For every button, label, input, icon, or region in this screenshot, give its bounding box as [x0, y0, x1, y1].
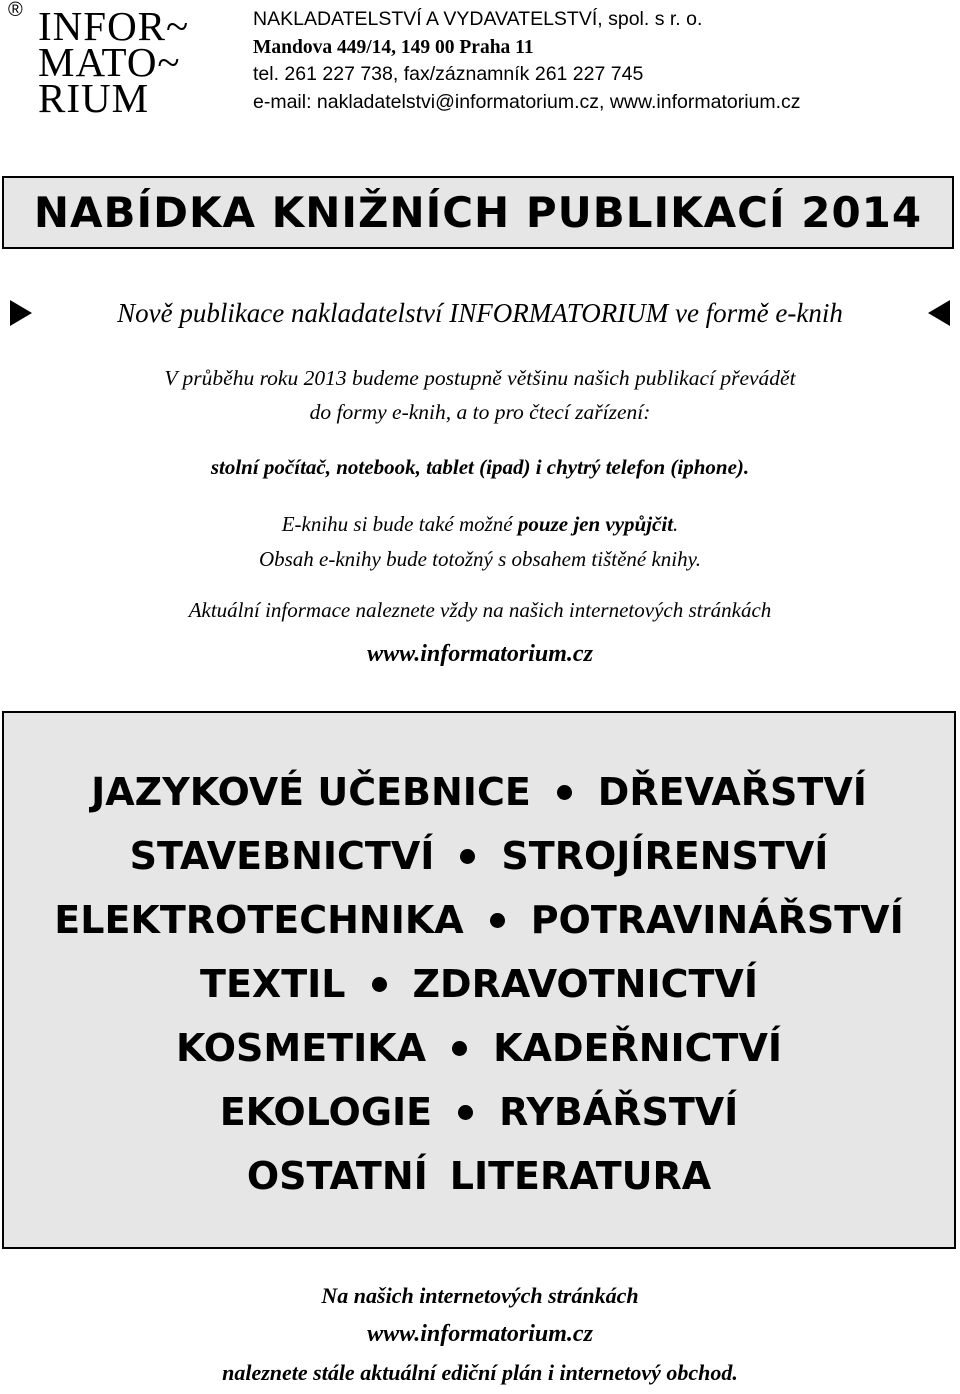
- logo-line-3: RIUM: [38, 75, 150, 121]
- bullet-icon: [458, 1105, 473, 1120]
- category-left: TEXTIL: [200, 962, 346, 1006]
- intro-line-1: V průběhu roku 2013 budeme postupně většinu našich publikací převádět: [164, 366, 796, 390]
- category-left: OSTATNÍ: [246, 1154, 428, 1198]
- category-row: [4, 1153, 954, 1199]
- category-left: EKOLOGIE: [219, 1090, 433, 1134]
- borrow-emphasis: pouze jen vypůjčit: [517, 512, 674, 536]
- publisher-email[interactable]: e-mail: nakladatelstvi@informatorium.cz, www.informatorium.cz: [253, 90, 801, 113]
- publisher-info: [253, 6, 953, 116]
- category-right: POTRAVINÁŘSTVÍ: [530, 898, 904, 942]
- category-left: ELEKTROTECHNIKA: [54, 898, 464, 942]
- footer-website-link[interactable]: www.informatorium.cz: [367, 1321, 593, 1347]
- subtitle: Nově publikace nakladatelství INFORMATORIUM ve formě e-knih: [117, 298, 843, 328]
- bullet-icon: [460, 849, 475, 864]
- intro-line-2: do formy e-knih, a to pro čtecí zařízení:: [309, 400, 651, 424]
- info-line: Aktuální informace naleznete vždy na našich internetových stránkách: [188, 598, 772, 622]
- borrow-prefix: E-knihu si bude také možné: [281, 512, 518, 536]
- footer-line-3: naleznete stále aktuální ediční plán i internetový obchod.: [222, 1360, 738, 1385]
- category-row: [4, 1025, 954, 1071]
- arrow-left-icon: [928, 300, 950, 326]
- category-row: [4, 897, 954, 943]
- bullet-icon: [490, 913, 505, 928]
- category-right: RYBÁŘSTVÍ: [499, 1090, 739, 1134]
- publisher-address: Mandova 449/14, 149 00 Praha 11: [253, 36, 534, 58]
- category-row: [4, 961, 954, 1007]
- borrow-line: [0, 507, 960, 541]
- categories-box: [2, 711, 956, 1249]
- bullet-icon: [557, 785, 572, 800]
- devices-list: stolní počítač, notebook, tablet (ipad) i chytrý telefon (iphone).: [210, 455, 750, 479]
- category-right: KADEŘNICTVÍ: [493, 1026, 783, 1070]
- registered-mark: ®: [8, 0, 23, 21]
- category-row: [4, 1089, 954, 1135]
- borrow-suffix: .: [673, 512, 679, 536]
- bullet-icon: [372, 977, 387, 992]
- same-content-line: Obsah e-knihy bude totožný s obsahem tištěné knihy.: [258, 547, 702, 571]
- website-link[interactable]: www.informatorium.cz: [367, 641, 593, 667]
- category-left: KOSMETIKA: [175, 1026, 427, 1070]
- category-left: JAZYKOVÉ UČEBNICE: [91, 770, 531, 814]
- subtitle-row: [0, 296, 960, 332]
- title-banner: [2, 176, 954, 249]
- bullet-icon: [452, 1041, 467, 1056]
- page-title: NABÍDKA KNIŽNÍCH PUBLIKACÍ 2014: [33, 188, 923, 237]
- logo-line-1: INFOR~: [38, 3, 190, 49]
- category-right: LITERATURA: [449, 1154, 712, 1198]
- logo-line-2: MATO~: [38, 39, 181, 85]
- footer-line-1: Na našich internetových stránkách: [321, 1283, 639, 1308]
- category-left: STAVEBNICTVÍ: [129, 834, 435, 878]
- publisher-name: NAKLADATELSTVÍ A VYDAVATELSTVÍ, spol. s r. o.: [253, 8, 703, 30]
- publisher-phone: tel. 261 227 738, fax/záznamník 261 227 745: [253, 63, 644, 85]
- category-row: [4, 833, 954, 879]
- category-right: ZDRAVOTNICTVÍ: [412, 962, 758, 1006]
- category-right: DŘEVAŘSTVÍ: [597, 770, 867, 814]
- category-row: [4, 769, 954, 815]
- informatorium-logo: [38, 3, 238, 126]
- category-right: STROJÍRENSTVÍ: [501, 834, 829, 878]
